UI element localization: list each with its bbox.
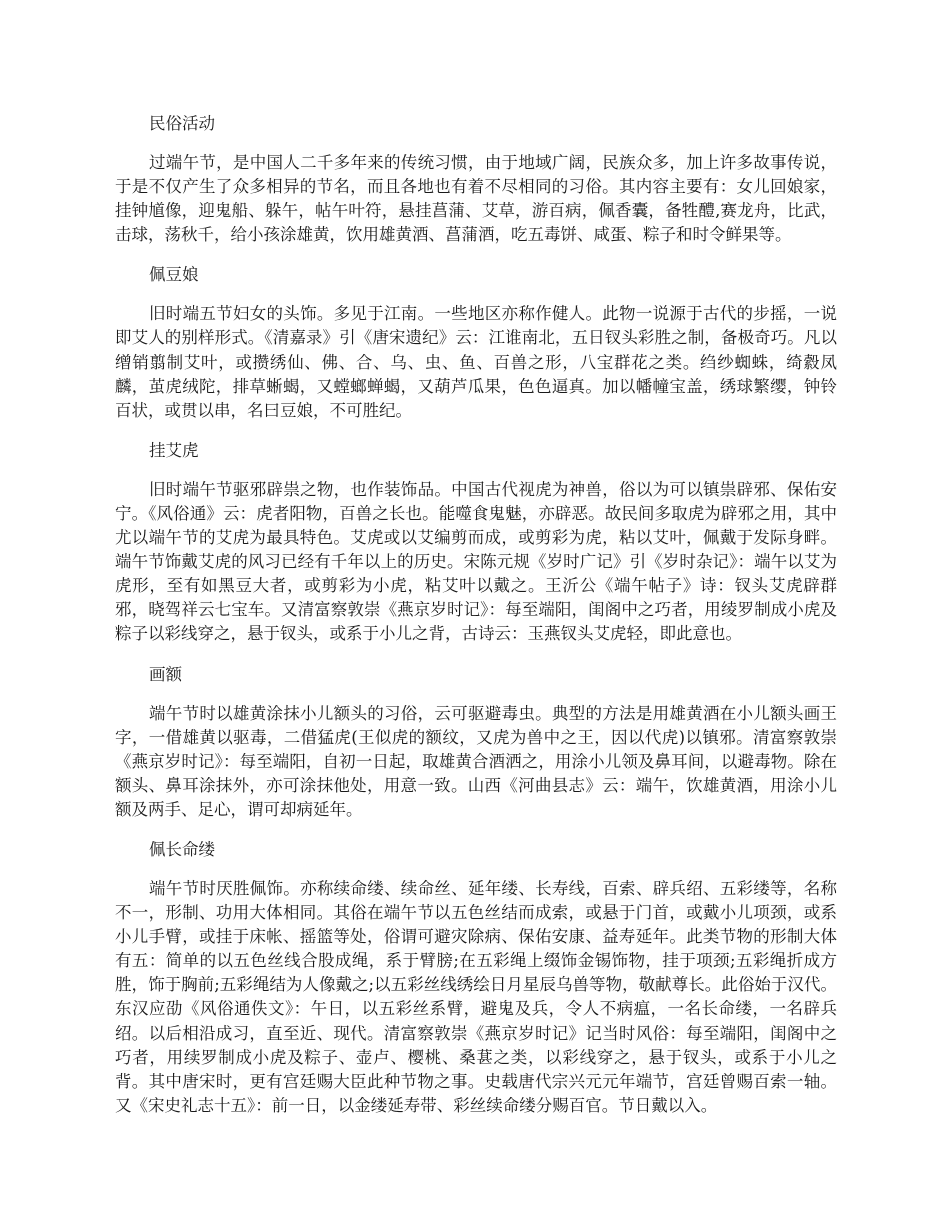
section-heading-folk-activities: 民俗活动 (149, 114, 215, 133)
section-body-ai-hu: 旧时端午节驱邪辟祟之物，也作装饰品。中国古代视虎为神兽，俗以为可以镇祟辟邪、保佑安宁。《风俗通》云：虎者阳物，百兽之长也。能噬食鬼魅，亦辟恶。故民间多取虎为辟邪之用，其中尤以端午节的艾虎为最具特色。艾虎或以艾编剪而成，或剪彩为虎，粘以艾叶，佩戴于发际身畔。端午节饰戴艾虎的风习已经有千年以上的历史。宋陈元规《岁时广记》引《岁时杂记》：端午以艾为虎形，至有如黑豆大者，或剪彩为小虎，粘艾叶以戴之。王沂公《端午帖子》诗：钗头艾虎辟群邪，晓驾祥云七宝车。又清富察敦崇《燕京岁时记》：每至端阳，闺阁中之巧者，用绫罗制成小虎及粽子以彩线穿之，悬于钗头，或系于小儿之背，古诗云：玉燕钗头艾虎轻，即此意也。 (115, 479, 837, 644)
section-heading-hua-e: 画额 (149, 664, 182, 684)
section-heading-chang-ming-lv: 佩长命缕 (149, 839, 215, 859)
section-body-chang-ming-lv: 端午节时厌胜佩饰。亦称续命缕、续命丝、延年缕、长寿线，百索、辟兵绍、五彩缕等，名称不一，形制、功用大体相同。其俗在端午节以五色丝结而成索，或悬于门首，或戴小儿项颈，或系小儿手臂，或挂于床帐、摇篮等处，俗谓可避灾除病、保佑安康、益寿延年。此类节物的形制大体有五：简单的以五色丝线合股成绳，系于臂膀;在五彩绳上缀饰金锡饰物，挂于项颈;五彩绳折成方胜，饰于胸前;五彩绳结为人像戴之;以五彩丝线绣绘日月星辰乌兽等物，敬献尊长。此俗始于汉代。东汉应劭《风俗通佚文》：午日，以五彩丝系臂，避鬼及兵，令人不病瘟，一名长命缕，一名辟兵绍。以后相沿成习，直至近、现代。清富察敦崇《燕京岁时记》记当时风俗：每至端阳，闺阁中之巧者，用续罗制成小虎及粽子、壶卢、樱桃、桑葚之类，以彩线穿之，悬于钗头，或系于小儿之背。其中唐宋时，更有宫廷赐大臣此种节物之事。史载唐代宗兴元元年端节，宫廷曾赐百索一轴。又《宋史礼志十五》：前一日，以金缕延寿带、彩丝续命缕分赐百官。节日戴以入。 (115, 878, 837, 1115)
document-page (115, 112, 837, 1134)
section-heading-ai-hu: 挂艾虎 (149, 440, 199, 460)
section-heading-dou-niang: 佩豆娘 (149, 265, 199, 285)
section-body-dou-niang: 旧时端五节妇女的头饰。多见于江南。一些地区亦称作健人。此物一说源于古代的步摇，一说即艾人的别样形式。《清嘉录》引《唐宋遗纪》云：江谁南北，五日钗头彩胜之制，备极奇巧。凡以缯销翦制艾叶，或攒绣仙、佛、合、乌、虫、鱼、百兽之形，八宝群花之类。绉纱蜘蛛，绮縠凤麟，茧虎绒陀，排草蜥蝎，又螳螂蝉蝎，又葫芦瓜果，色色逼真。加以幡幢宝盖，绣球繁缨，钟铃百状，或贯以串，名曰豆娘，不可胜纪。 (115, 304, 837, 420)
section-body-hua-e: 端午节时以雄黄涂抹小儿额头的习俗，云可驱避毒虫。典型的方法是用雄黄酒在小儿额头画王字，一借雄黄以驱毒，二借猛虎(王似虎的额纹，又虎为兽中之王，因以代虎)以镇邪。清富察敦崇《燕京岁时记》：每至端阳，自初一日起，取雄黄合酒洒之，用涂小儿领及鼻耳间，以避毒物。除在额头、鼻耳涂抹外，亦可涂抹他处，用意一致。山西《河曲县志》云：端午，饮雄黄酒，用涂小儿额及两手、足心，谓可却病延年。 (115, 703, 837, 819)
section-body-folk-activities: 过端午节，是中国人二千多年来的传统习惯，由于地域广阔，民族众多，加上许多故事传说，于是不仅产生了众多相异的节名，而且各地也有着不尽相同的习俗。其内容主要有：女儿回娘家，挂钟馗像，迎鬼船、躲午，帖午叶符，悬挂菖蒲、艾草，游百病，佩香囊，备牲醴,赛龙舟，比武，击球，荡秋千，给小孩涂雄黄，饮用雄黄酒、菖蒲酒，吃五毒饼、咸蛋、粽子和时令鲜果等。 (115, 153, 837, 245)
